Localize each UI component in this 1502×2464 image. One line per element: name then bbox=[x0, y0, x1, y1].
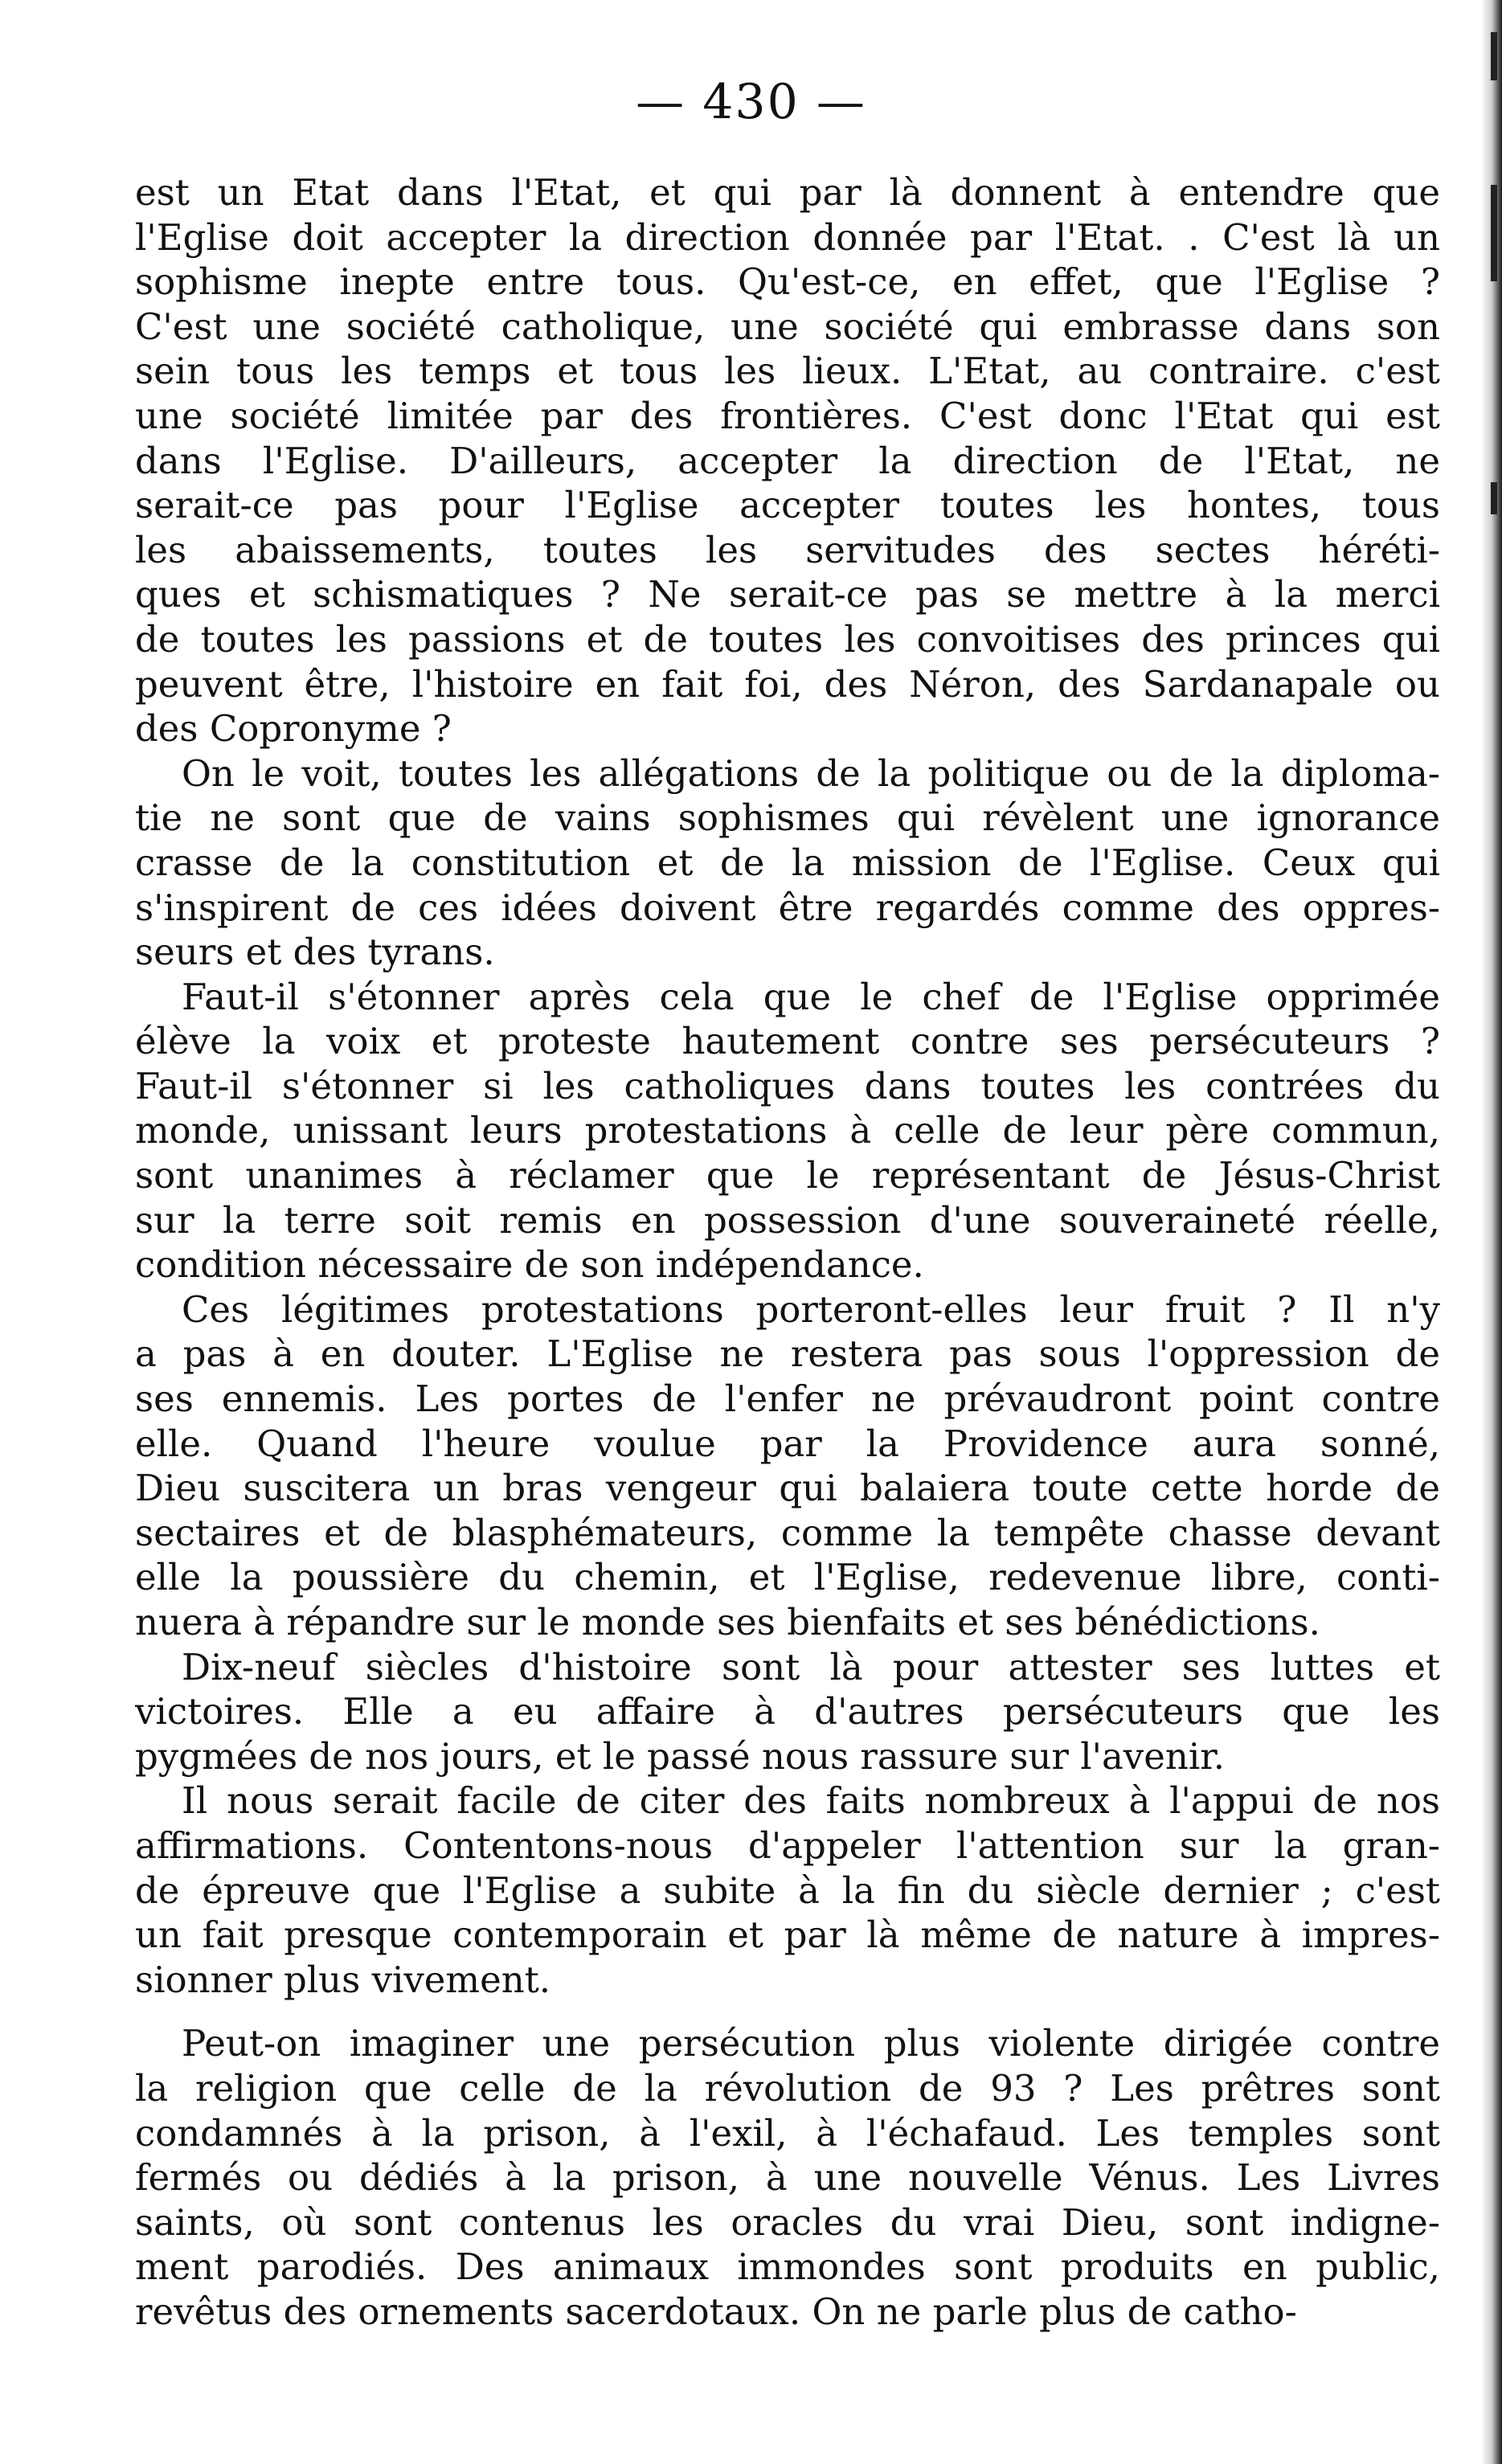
text-line: élève la voix et proteste hautement contre ses persécuteurs ? bbox=[135, 1020, 1440, 1063]
text-line: sionner plus vivement. bbox=[135, 1958, 551, 2001]
text-line: Dix-neuf siècles d'histoire sont là pour attester ses luttes et bbox=[182, 1645, 1440, 1688]
page-number: — 430 — bbox=[636, 74, 866, 130]
text-line: un fait presque contemporain et par là même de nature à impres- bbox=[135, 1913, 1440, 1957]
text-line: pygmées de nos jours, et le passé nous rassure sur l'avenir. bbox=[135, 1734, 1226, 1778]
body-text bbox=[135, 170, 1440, 2335]
text-line: de épreuve que l'Eglise a subite à la fin du siècle dernier ; c'est bbox=[135, 1868, 1440, 1912]
paragraph-gap bbox=[135, 2002, 1440, 2021]
scan-edge bbox=[1481, 0, 1502, 2464]
text-line: sophisme inepte entre tous. Qu'est-ce, en effet, que l'Eglise ? bbox=[135, 260, 1440, 304]
text-line: monde, unissant leurs protestations à celle de leur père commun, bbox=[135, 1109, 1440, 1152]
text-line: Il nous serait facile de citer des faits nombreux à l'appui de nos bbox=[182, 1779, 1440, 1823]
text-line: dans l'Eglise. D'ailleurs, accepter la direction de l'Etat, ne bbox=[135, 439, 1440, 482]
text-line: Ces légitimes protestations porteront-elles leur fruit ? Il n'y bbox=[182, 1287, 1440, 1331]
scan-speck bbox=[1491, 185, 1497, 281]
text-line: une société limitée par des frontières. C'est donc l'Etat qui est bbox=[135, 394, 1440, 437]
paragraph bbox=[135, 2021, 1440, 2334]
text-line: ment parodiés. Des animaux immondes sont produits en public, bbox=[135, 2245, 1440, 2289]
text-line: a pas à en douter. L'Eglise ne restera pas sous l'oppression de bbox=[135, 1332, 1440, 1376]
paragraph bbox=[135, 170, 1440, 751]
text-line: sein tous les temps et tous les lieux. L'Etat, au contraire. c'est bbox=[135, 350, 1440, 393]
text-line: peuvent être, l'histoire en fait foi, des Néron, des Sardanapale ou bbox=[135, 662, 1440, 706]
text-line: elle la poussière du chemin, et l'Eglise, redevenue libre, conti- bbox=[135, 1556, 1440, 1599]
text-line: ques et schismatiques ? Ne serait-ce pas se mettre à la merci bbox=[135, 573, 1440, 616]
text-line: les abaissements, toutes les servitudes des sectes héréti- bbox=[135, 528, 1440, 571]
scan-speck bbox=[1491, 32, 1497, 80]
text-line: s'inspirent de ces idées doivent être regardés comme des oppres- bbox=[135, 886, 1440, 929]
text-line: victoires. Elle a eu affaire à d'autres persécuteurs que les bbox=[135, 1690, 1440, 1733]
text-line: sectaires et de blasphémateurs, comme la tempête chasse devant bbox=[135, 1511, 1440, 1554]
paragraph bbox=[135, 1645, 1440, 1779]
text-line: ses ennemis. Les portes de l'enfer ne prévaudront point contre bbox=[135, 1377, 1440, 1421]
text-line: Faut-il s'étonner après cela que le chef de l'Eglise opprimée bbox=[182, 975, 1440, 1018]
text-line: sont unanimes à réclamer que le représentant de Jésus-Christ bbox=[135, 1154, 1440, 1197]
text-line: saints, où sont contenus les oracles du vrai Dieu, sont indigne- bbox=[135, 2200, 1440, 2244]
paragraph bbox=[135, 1778, 1440, 2002]
text-line: Faut-il s'étonner si les catholiques dans toutes les contrées du bbox=[135, 1064, 1440, 1107]
text-line: de toutes les passions et de toutes les convoitises des princes qui bbox=[135, 617, 1440, 661]
text-line: tie ne sont que de vains sophismes qui révèlent une ignorance bbox=[135, 796, 1440, 840]
text-line: sur la terre soit remis en possession d'une souveraineté réelle, bbox=[135, 1198, 1440, 1242]
text-line: la religion que celle de la révolution de 93 ? Les prêtres sont bbox=[135, 2066, 1440, 2110]
text-line: l'Eglise doit accepter la direction donnée par l'Etat. . C'est là un bbox=[135, 215, 1440, 259]
text-line: revêtus des ornements sacerdotaux. On ne parle plus de catho- bbox=[135, 2290, 1297, 2333]
text-line: nuera à répandre sur le monde ses bienfaits et ses bénédictions. bbox=[135, 1601, 1320, 1643]
paragraph bbox=[135, 751, 1440, 975]
scan-speck bbox=[1491, 482, 1497, 514]
text-line: affirmations. Contentons-nous d'appeler l'attention sur la gran- bbox=[135, 1823, 1440, 1867]
text-line: On le voit, toutes les allégations de la politique ou de la diploma- bbox=[182, 751, 1440, 795]
text-line: C'est une société catholique, une société qui embrasse dans son bbox=[135, 305, 1440, 348]
paragraph bbox=[135, 975, 1440, 1287]
text-line: est un Etat dans l'Etat, et qui par là donnent à entendre que bbox=[135, 171, 1440, 214]
text-line: elle. Quand l'heure voulue par la Providence aura sonné, bbox=[135, 1422, 1440, 1465]
text-line: Peut-on imaginer une persécution plus violente dirigée contre bbox=[182, 2022, 1440, 2065]
text-line: condition nécessaire de son indépendance. bbox=[135, 1243, 924, 1287]
text-line: des Copronyme ? bbox=[135, 707, 452, 751]
text-line: serait-ce pas pour l'Eglise accepter toutes les hontes, tous bbox=[135, 484, 1440, 527]
text-line: condamnés à la prison, à l'exil, à l'échafaud. Les temples sont bbox=[135, 2111, 1440, 2155]
text-line: fermés ou dédiés à la prison, à une nouvelle Vénus. Les Livres bbox=[135, 2156, 1440, 2200]
text-line: Dieu suscitera un bras vengeur qui balaiera toute cette horde de bbox=[135, 1467, 1440, 1510]
text-line: crasse de la constitution et de la mission de l'Eglise. Ceux qui bbox=[135, 841, 1440, 884]
paragraph bbox=[135, 1287, 1440, 1645]
text-line: seurs et des tyrans. bbox=[135, 931, 495, 974]
